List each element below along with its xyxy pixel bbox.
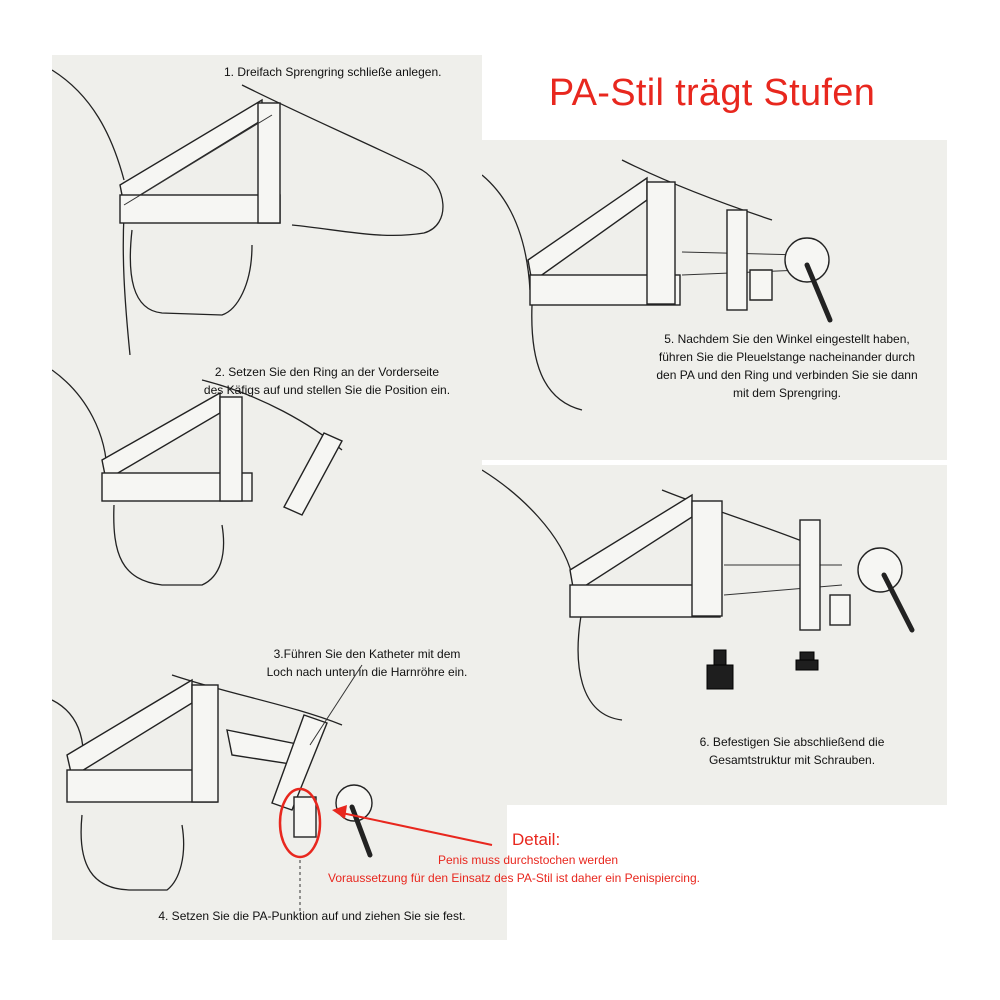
step-5-caption xyxy=(622,330,952,402)
step-3-4-panel xyxy=(52,645,507,940)
step-3-line-1: 3.Führen Sie den Katheter mit dem xyxy=(273,647,461,661)
step-5-panel xyxy=(482,140,947,460)
step-5-illustration xyxy=(482,140,947,460)
step-6-line-1: 6. Befestigen Sie abschließend die xyxy=(699,735,885,749)
step-1-panel xyxy=(52,55,482,355)
step-1-illustration xyxy=(52,55,482,355)
step-6-caption xyxy=(652,733,932,769)
step-5-line-2: führen Sie die Pleuelstange nacheinander durch xyxy=(658,350,916,364)
step-5-line-3: den PA und den Ring und verbinden Sie sie dann xyxy=(656,368,918,382)
step-6-line-2: Gesamtstruktur mit Schrauben. xyxy=(708,753,876,767)
step-6-panel xyxy=(482,465,947,805)
step-4-caption: 4. Setzen Sie die PA-Punktion auf und ziehen Sie sie fest. xyxy=(158,909,466,923)
step-3-line-2: Loch nach unten in die Harnröhre ein. xyxy=(266,665,468,679)
step-1-caption: 1. Dreifach Sprengring schließe anlegen. xyxy=(224,65,442,79)
detail-line-1: Penis muss durchstochen werden xyxy=(438,853,619,867)
detail-line-2: Voraussetzung für den Einsatz des PA-Stil ist daher ein Penispiercing. xyxy=(328,871,700,885)
step-5-line-4: mit dem Sprengring. xyxy=(732,386,842,400)
step-3-caption xyxy=(222,645,512,681)
step-2-line-1: 2. Setzen Sie den Ring an der Vorderseite xyxy=(214,365,440,379)
step-3-4-illustration xyxy=(52,645,507,940)
detail-heading: Detail: xyxy=(512,830,561,849)
step-2-line-2: des Käfigs auf und stellen Sie die Position ein. xyxy=(203,383,451,397)
page-title: PA-Stil trägt Stufen xyxy=(548,72,876,114)
step-5-line-1: 5. Nachdem Sie den Winkel eingestellt haben, xyxy=(664,332,910,346)
step-2-panel xyxy=(52,355,482,645)
step-2-caption xyxy=(142,363,512,399)
